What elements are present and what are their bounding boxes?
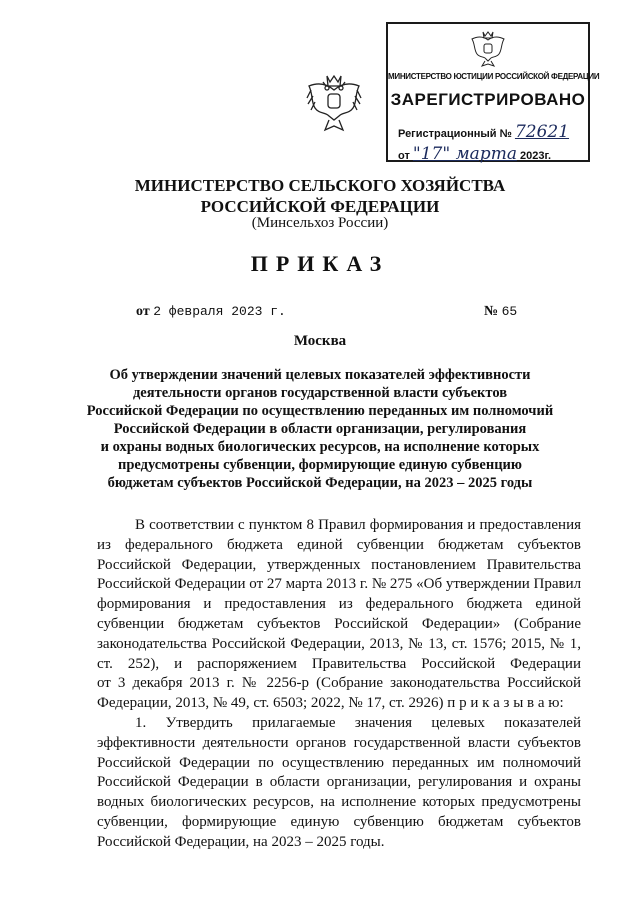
order-date: [136, 304, 286, 320]
subject-line: Российской Федерации по осуществлению переданных им полномочий: [86, 403, 554, 419]
ministry-name-line1: МИНИСТЕРСТВО СЕЛЬСКОГО ХОЗЯЙСТВА: [134, 176, 506, 195]
subject-line: бюджетам субъектов Российской Федерации, на 2023 – 2025 годы: [107, 475, 533, 491]
order-number: [484, 304, 517, 320]
preamble-line: Российской Федерации, утвержденных постановлением Правительства: [97, 556, 581, 573]
item1-line: Российской Федерации по осуществлению переданных им полномочий: [97, 754, 581, 771]
stamp-date-year: 2023г.: [520, 150, 552, 162]
ministry-short-name: (Минсельхоз России): [251, 215, 389, 231]
item1-line: эффективности деятельности органов государственной власти субъектов: [97, 734, 581, 751]
preamble-line: субвенции бюджетам субъектов Российской Федерации» (Собрание: [97, 615, 581, 632]
item1-line: Российской Федерации, на 2023 – 2025 годы.: [97, 833, 385, 850]
order-body: [97, 516, 581, 853]
preamble-line: В соответствии с пунктом 8 Правил формирования и предоставления: [135, 517, 581, 533]
subject-line: Российской Федерации в области организации, регулирования: [113, 421, 527, 437]
order-number-label: №: [484, 304, 499, 319]
item1-line: субвенции, формирующие единую субвенцию бюджетам субъектов: [97, 813, 581, 830]
stamp-reg-label: Регистрационный №: [398, 128, 512, 140]
stamp-registration-date: [398, 144, 551, 164]
stamp-emblem-icon: [468, 28, 508, 68]
preamble-line: формирования и предоставления из федерального бюджета единой: [97, 596, 581, 613]
item1-line: 1. Утвердить прилагаемые значения целевых показателей: [135, 714, 581, 731]
stamp-registration-number: [398, 122, 569, 142]
preamble-line: из федерального бюджета единой субвенции бюджетам субъектов: [97, 536, 581, 553]
preamble-line: Российской Федерации от 27 марта 2013 г. № 275 «Об утверждении Правил: [97, 576, 582, 593]
document-type-title: ПРИКАЗ: [250, 251, 390, 276]
order-city: Москва: [293, 333, 347, 349]
order-subject: [60, 366, 580, 492]
subject-line: предусмотрены субвенции, формирующие единую субвенцию: [118, 457, 522, 473]
stamp-ministry-name: МИНИСТЕРСТВО ЮСТИЦИИ РОССИЙСКОЙ ФЕДЕРАЦИИ: [388, 72, 600, 81]
item1-line: водных биологических ресурсов, на исполнение которых предусмотрены: [97, 794, 581, 811]
preamble-line: ст. 252), и распоряжением Правительства Российской Федерации: [97, 655, 581, 672]
order-date-value: 2 февраля 2023 г.: [153, 304, 286, 319]
subject-line: Об утверждении значений целевых показателей эффективности: [109, 367, 531, 383]
stamp-date-prefix: от: [398, 150, 410, 162]
preamble-line: Федерации, 2013, № 49, ст. 6503; 2022, № 17, ст. 2926) п р и к а з ы в а ю:: [97, 695, 564, 712]
stamp-date-handwritten: "17" марта: [412, 144, 517, 164]
ministry-name-line2: РОССИЙСКОЙ ФЕДЕРАЦИИ: [200, 197, 440, 216]
preamble-line: от 3 декабря 2013 г. № 2256-р (Собрание законодательства Российской: [97, 675, 581, 692]
item1-line: Российской Федерации в области организации, регулирования и охраны: [97, 774, 581, 791]
order-number-value: 65: [501, 304, 518, 319]
ministry-name: [0, 175, 640, 217]
order-date-label: от: [136, 304, 150, 319]
subject-line: и охраны водных биологических ресурсов, на исполнение которых: [100, 439, 540, 455]
stamp-registered-label: ЗАРЕГИСТРИРОВАНО: [390, 90, 586, 109]
coat-of-arms-emblem: [303, 68, 365, 138]
stamp-reg-number-handwritten: 72621: [514, 122, 570, 142]
preamble-line: законодательства Российской Федерации, 2013, № 13, ст. 1576; 2015, № 1,: [97, 635, 581, 652]
registration-stamp: [386, 22, 600, 164]
subject-line: деятельности органов государственной власти субъектов: [132, 385, 508, 401]
